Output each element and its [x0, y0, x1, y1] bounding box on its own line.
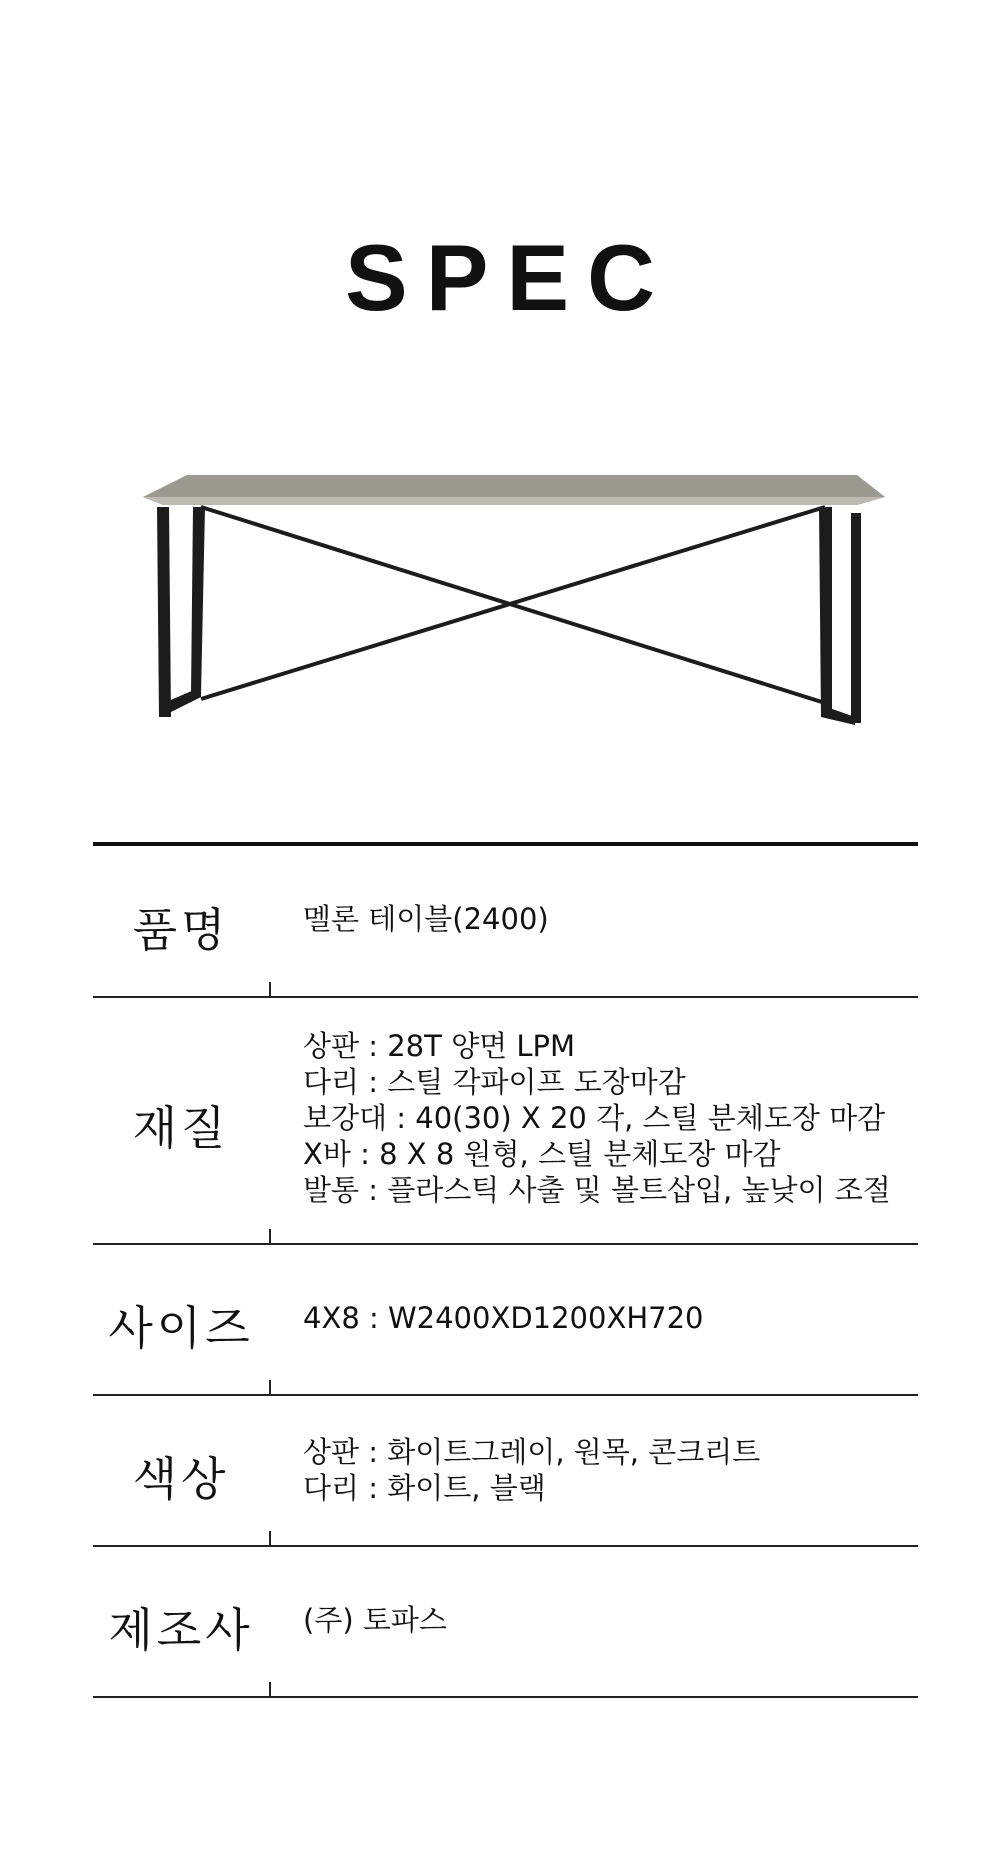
spec-line: 다리 : 화이트, 블랙 [303, 1471, 546, 1505]
spec-row-maker [93, 1547, 918, 1698]
left-leg-back [191, 507, 205, 695]
spec-label: 제조사 [108, 1603, 254, 1657]
spec-row-color [93, 1396, 918, 1547]
spec-value [303, 1028, 891, 1208]
spec-line: 보강대 : 40(30) X 20 각, 스틸 분체도장 마감 [303, 1101, 886, 1135]
spec-line: X바 : 8 X 8 원형, 스틸 분체도장 마감 [303, 1137, 781, 1171]
tabletop-edge [143, 497, 885, 505]
row-tick [269, 1380, 271, 1394]
spec-value [303, 1300, 703, 1336]
spec-line: 발통 : 플라스틱 사출 및 볼트삽입, 높낮이 조절 [303, 1173, 891, 1207]
spec-row-name [93, 846, 918, 998]
spec-line: 상판 : 화이트그레이, 원목, 콘크리트 [303, 1435, 761, 1469]
spec-line: 다리 : 스틸 각파이프 도장마감 [303, 1065, 686, 1099]
spec-table [93, 842, 918, 1698]
spec-value [303, 1602, 447, 1638]
spec-label: 품명 [132, 903, 230, 957]
row-tick [269, 982, 271, 996]
left-leg-front [157, 507, 171, 717]
spec-label: 색상 [132, 1452, 230, 1506]
spec-label: 재질 [132, 1101, 230, 1155]
right-leg-foot [821, 705, 855, 725]
spec-value [303, 1434, 760, 1506]
right-leg-back [851, 513, 861, 723]
row-tick [269, 1682, 271, 1696]
right-leg-front [819, 507, 832, 717]
row-tick [269, 1229, 271, 1243]
spec-value [303, 901, 549, 937]
spec-line: 멜론 테이블(2400) [303, 902, 549, 936]
table-photo [135, 455, 895, 735]
row-tick [269, 1531, 271, 1545]
spec-line: 상판 : 28T 양면 LPM [303, 1029, 575, 1063]
spec-line: 4X8 : W2400XD1200XH720 [303, 1301, 704, 1335]
spec-row-size [93, 1245, 918, 1396]
spec-row-material [93, 998, 918, 1245]
spec-label: 사이즈 [108, 1301, 254, 1355]
page-title: SPEC [345, 225, 673, 330]
spec-line: (주) 토파스 [303, 1603, 447, 1637]
